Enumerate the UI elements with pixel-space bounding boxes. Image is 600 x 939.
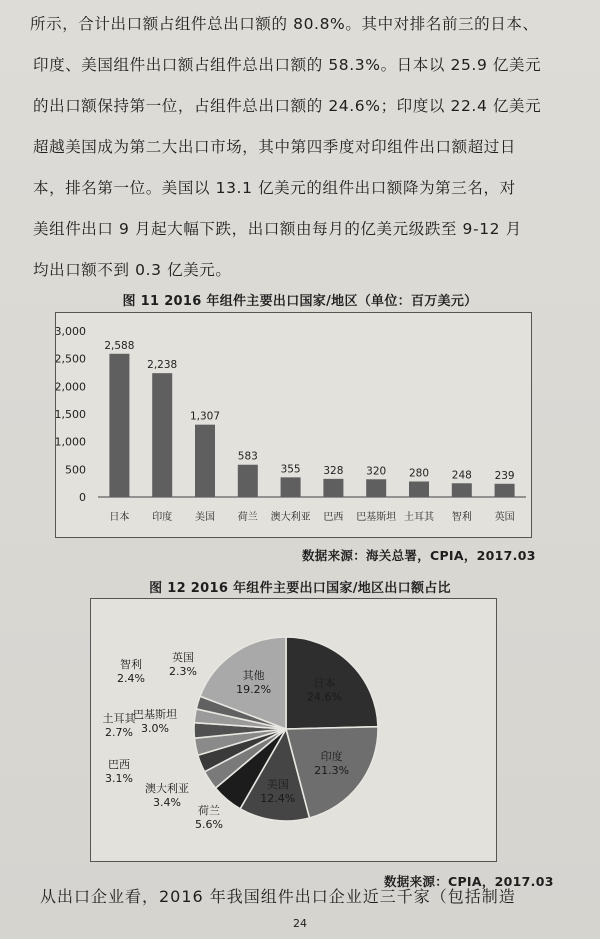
pie-slice-percent: 2.7% — [105, 726, 133, 739]
pie-slice-percent: 3.1% — [105, 772, 133, 785]
pie-chart — [91, 599, 496, 861]
x-category-label: 智利 — [451, 512, 472, 523]
pie-slice-percent: 3.0% — [141, 722, 169, 735]
pie-slice-percent: 21.3% — [314, 764, 350, 778]
y-tick-label: 1,500 — [56, 408, 86, 421]
bar — [238, 465, 258, 497]
y-tick-label: 3,000 — [56, 325, 86, 338]
x-category-label: 澳大利亚 — [270, 512, 311, 523]
bar-data-label: 280 — [408, 467, 430, 480]
paragraph-line: 超越美国成为第二大出口市场，其中第四季度对印组件出口额超过日 — [33, 138, 517, 156]
bar-data-label: 355 — [280, 463, 301, 476]
y-tick-label: 1,000 — [56, 435, 86, 449]
page-number: 24 — [293, 917, 307, 930]
bar — [109, 354, 129, 497]
figure12-source: 数据来源：CPIA，2017.03 — [384, 874, 554, 889]
pie-slice-percent: 24.6% — [307, 690, 343, 704]
pie-slice-percent: 2.4% — [117, 672, 145, 685]
bar-data-label: 583 — [237, 450, 258, 463]
figure12-caption: 图 12 2016 年组件主要出口国家/地区出口额占比 — [149, 581, 451, 596]
bar-data-label: 1,307 — [189, 410, 221, 423]
bar-data-label: 248 — [451, 469, 472, 482]
pie-slice-label: 智利 — [120, 658, 142, 671]
x-category-label: 英国 — [494, 512, 515, 523]
body-paragraph — [30, 4, 570, 291]
figure11-caption: 图 11 2016 年组件主要出口国家/地区（单位：百万美元） — [122, 294, 478, 309]
x-category-label: 土耳其 — [404, 512, 434, 523]
x-category-label: 印度 — [152, 512, 173, 523]
pie-slice-percent: 19.2% — [236, 683, 272, 697]
bar-data-label: 328 — [323, 464, 344, 477]
bar — [495, 484, 515, 497]
bar-data-label: 2,238 — [147, 359, 178, 372]
bar-chart — [56, 313, 531, 537]
x-category-label: 日本 — [109, 512, 130, 523]
bar — [323, 479, 343, 497]
pie-slice-label: 日本 — [313, 676, 336, 690]
pie-slice-label: 荷兰 — [198, 804, 220, 817]
bar — [152, 373, 172, 497]
paragraph-line: 美组件出口 9 月起大幅下跌，出口额由每月的亿美元级跌至 9-12 月 — [33, 220, 522, 238]
paragraph-line: 均出口额不到 0.3 亿美元。 — [33, 261, 232, 279]
pie-slice-label: 印度 — [320, 750, 343, 764]
y-tick-label: 500 — [65, 463, 86, 477]
paragraph-line: 所示，合计出口额占组件总出口额的 80.8%。其中对排名前三的日本、 — [30, 15, 539, 33]
pie-slice-percent: 12.4% — [260, 792, 296, 806]
y-tick-label: 2,500 — [56, 352, 86, 366]
pie-slice-percent: 3.4% — [153, 796, 181, 809]
pie-slice-percent: 5.6% — [195, 818, 223, 831]
pie-slice-label: 英国 — [172, 651, 194, 664]
bar — [366, 479, 386, 497]
bar-data-label: 2,588 — [104, 339, 135, 352]
bar-chart-frame — [55, 312, 532, 538]
x-category-label: 美国 — [195, 512, 215, 523]
bar-data-label: 320 — [366, 465, 387, 478]
x-category-label: 巴西 — [323, 512, 344, 523]
figure11-source: 数据来源：海关总署，CPIA，2017.03 — [302, 548, 536, 563]
x-category-label: 巴基斯坦 — [356, 512, 397, 523]
bar — [452, 483, 472, 497]
y-tick-label: 2,000 — [56, 380, 86, 394]
pie-chart-frame — [90, 598, 497, 862]
paragraph-line: 的出口额保持第一位，占组件总出口额的 24.6%；印度以 22.4 亿美元 — [33, 97, 542, 115]
bottom-paragraph-line: 从出口企业看，2016 年我国组件出口企业近三千家（包括制造 — [40, 887, 516, 906]
paragraph-line: 印度、美国组件出口额占组件总出口额的 58.3%。日本以 25.9 亿美元 — [33, 56, 542, 74]
bar-data-label: 239 — [494, 469, 515, 482]
pie-slice-label: 澳大利亚 — [145, 782, 189, 795]
pie-slice-label: 土耳其 — [102, 712, 136, 725]
x-category-label: 荷兰 — [237, 512, 258, 523]
pie-slice-label: 美国 — [266, 778, 289, 792]
bar — [195, 425, 215, 497]
pie-slice-label: 其他 — [242, 669, 265, 683]
bar — [409, 482, 429, 497]
bar — [281, 477, 301, 497]
pie-slice-label: 巴基斯坦 — [133, 708, 177, 721]
paragraph-line: 本，排名第一位。美国以 13.1 亿美元的组件出口额降为第三名，对 — [33, 179, 516, 197]
pie-slice-label: 巴西 — [108, 758, 130, 771]
y-tick-label: 0 — [79, 491, 86, 504]
pie-slice-percent: 2.3% — [169, 665, 197, 678]
